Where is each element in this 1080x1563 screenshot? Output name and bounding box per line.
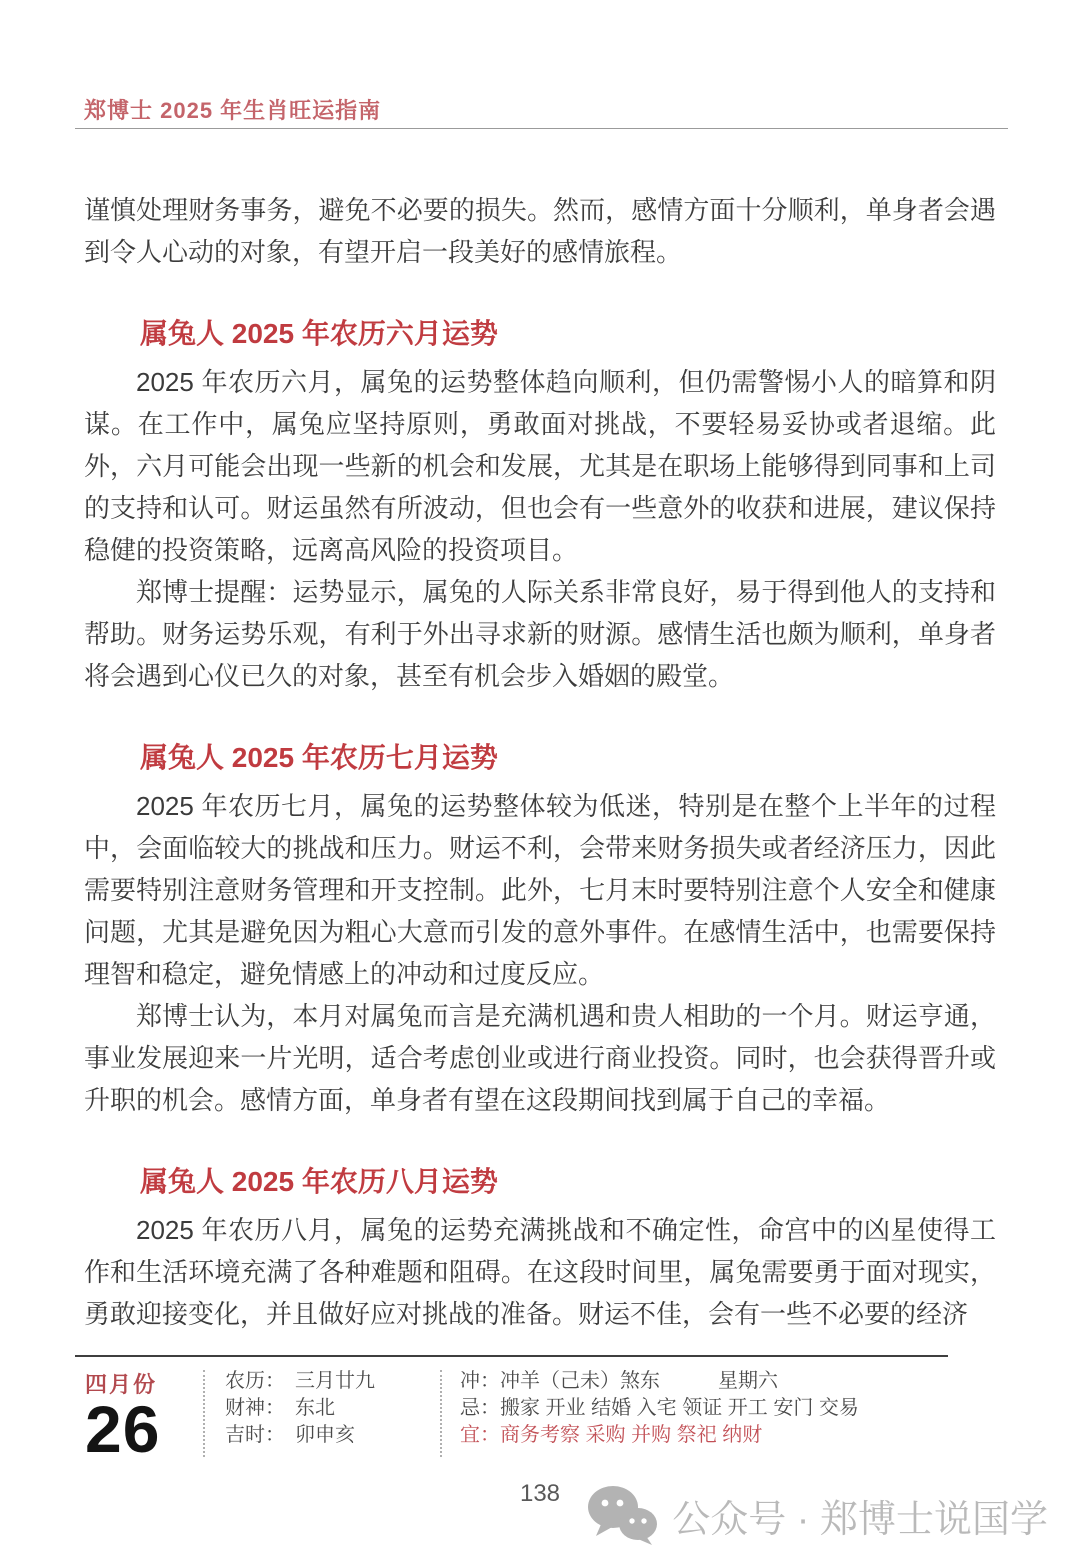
lucky-hours-row	[225, 1422, 440, 1449]
wealth-god-row	[225, 1395, 440, 1422]
wechat-icon	[586, 1484, 658, 1546]
calendar-info-column	[205, 1368, 440, 1459]
watermark-text: 公众号 · 郑博士说国学	[672, 1498, 1048, 1541]
clash-value: 冲羊（己未）煞东	[500, 1370, 660, 1392]
body-paragraph: 2025 年农历七月，属兔的运势整体较为低迷，特别是在整个上半年的过程中，会面临较大的挑战和压力。财运不利，会带来财务损失或者经济压力，因此需要特别注意财务管理和开支控制。此外，七月末时要特别注意个人安全和健康问题，尤其是避免因为粗心大意而引发的意外事件。在感情生活中，也需要保持理智和稳定，避免情感上的冲动和过度反应。	[84, 791, 996, 989]
calendar-date-block	[75, 1368, 203, 1466]
page-header-title: 郑博士 2025 年生肖旺运指南	[84, 98, 382, 123]
body-paragraph: 郑博士提醒：运势显示，属兔的人际关系非常良好，易于得到他人的支持和帮助。财务运势乐观，有利于外出寻求新的财源。感情生活也颇为顺利，单身者将会遇到心仪已久的对象，甚至有机会步入婚姻的殿堂。	[84, 577, 996, 691]
body-paragraph: 郑博士认为，本月对属兔而言是充满机遇和贵人相助的一个月。财运亨通，事业发展迎来一片光明，适合考虑创业或进行商业投资。同时，也会获得晋升或升职的机会。感情方面，单身者有望在这段期间找到属于自己的幸福。	[84, 1001, 996, 1115]
avoid-value: 搬家 开业 结婚 入宅 领证 开工 安门 交易	[500, 1397, 859, 1419]
page-body	[84, 189, 996, 1335]
wealth-god-value: 东北	[295, 1397, 335, 1419]
calendar-footer	[75, 1355, 948, 1466]
clash-label: 冲：	[460, 1370, 500, 1392]
suitable-row	[460, 1422, 948, 1449]
section-heading-june: 属兔人 2025 年农历六月运势	[140, 318, 498, 349]
lunar-date-value: 三月廿九	[295, 1370, 375, 1392]
weekday-label: 星期六	[718, 1370, 778, 1392]
calendar-almanac-column	[442, 1368, 948, 1459]
page-number: 138	[519, 1480, 561, 1507]
lucky-hours-label: 吉时：	[225, 1424, 285, 1446]
lucky-hours-value: 卯申亥	[295, 1424, 355, 1446]
wealth-god-label: 财神：	[225, 1397, 285, 1419]
watermark	[586, 1484, 1048, 1546]
suitable-label: 宜：	[460, 1424, 500, 1446]
body-paragraph: 2025 年农历六月，属兔的运势整体趋向顺利，但仍需警惕小人的暗算和阴谋。在工作中，属兔应坚持原则，勇敢面对挑战，不要轻易妥协或者退缩。此外，六月可能会出现一些新的机会和发展，尤其是在职场上能够得到同事和上司的支持和认可。财运虽然有所波动，但也会有一些意外的收获和进展，建议保持稳健的投资策略，远离高风险的投资项目。	[84, 367, 996, 565]
lunar-date-label: 农历：	[225, 1370, 285, 1392]
lunar-date-row	[225, 1368, 440, 1395]
calendar-month-label: 四月份	[85, 1372, 158, 1397]
body-paragraph: 谨慎处理财务事务，避免不必要的损失。然而，感情方面十分顺利，单身者会遇到令人心动的对象，有望开启一段美好的感情旅程。	[84, 195, 996, 267]
suitable-value: 商务考察 采购 并购 祭祀 纳财	[500, 1424, 763, 1446]
section-heading-august: 属兔人 2025 年农历八月运势	[140, 1166, 498, 1197]
header-divider	[75, 128, 1008, 129]
clash-row	[460, 1368, 948, 1395]
section-heading-july: 属兔人 2025 年农历七月运势	[140, 742, 498, 773]
body-paragraph: 2025 年农历八月，属兔的运势充满挑战和不确定性，命宫中的凶星使得工作和生活环境充满了各种难题和阻碍。在这段时间里，属兔需要勇于面对现实，勇敢迎接变化，并且做好应对挑战的准备。财运不佳，会有一些不必要的经济	[84, 1215, 996, 1329]
avoid-label: 忌：	[460, 1397, 500, 1419]
calendar-day-number: 26	[85, 1392, 161, 1466]
avoid-row	[460, 1395, 948, 1422]
